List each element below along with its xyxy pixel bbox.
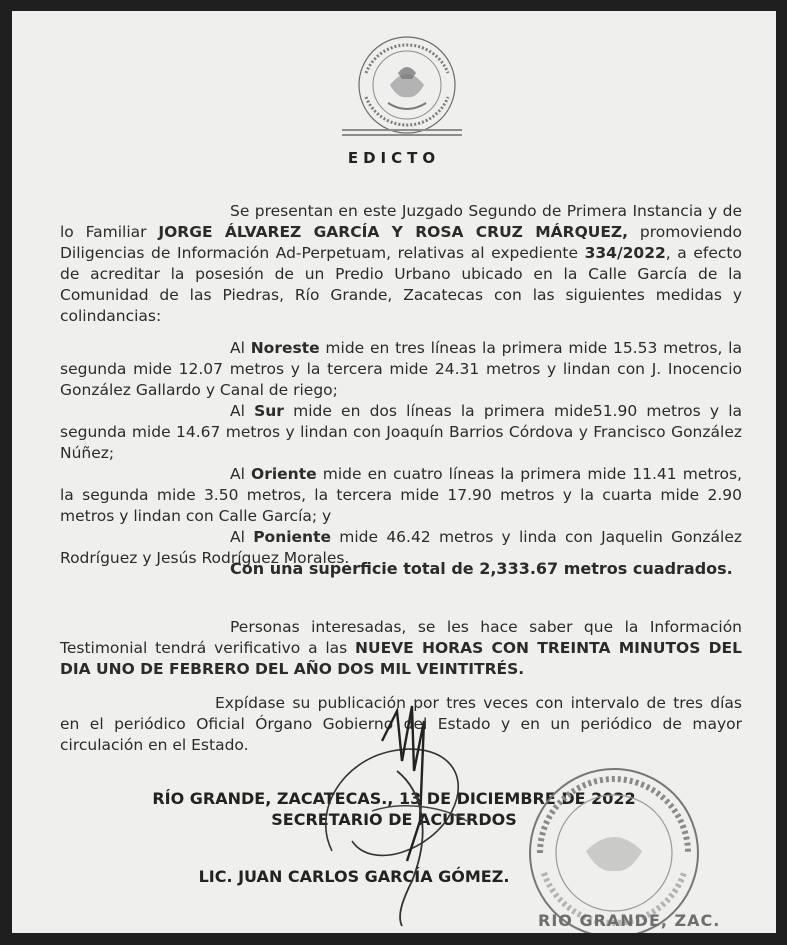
personas-paragraph: Personas interesadas, se les hace saber que la Información Testimonial tendrá verificativo a las NUEVE HORAS CON TREINTA MINUTOS DEL DIA UNO DE FEBRERO DEL AÑO DOS MIL VEINTITRÉS. bbox=[60, 618, 742, 678]
document-page bbox=[12, 11, 776, 933]
intro-paragraph: Se presentan en este Juzgado Segundo de Primera Instancia y de lo Familiar JORGE ÁLVAREZ GARCÍA Y ROSA CRUZ MÁRQUEZ, promoviendo Diligencias de Información Ad-Perpetuam, relativas al expediente 334/2022, a efecto de acreditar la posesión de un Predio Urbano ubicado en la Calle García de la Comunidad de las Piedras, Río Grande, Zacatecas con las siguientes medidas y colindancias: bbox=[60, 202, 742, 325]
expidase-paragraph: Expídase su publicación por tres veces con intervalo de tres días en el periódico Oficial Órgano Gobierno del Estado y en un periódico de mayor circulación en el Estado. bbox=[60, 694, 742, 754]
stamp-location-text: RIO GRANDE, ZAC. bbox=[538, 911, 721, 930]
oriente-paragraph: Al Oriente mide en cuatro líneas la primera mide 11.41 metros, la segunda mide 3.50 metros, la tercera mide 17.90 metros y la cuarta mide 2.90 metros y lindan con Calle García; y bbox=[60, 465, 742, 525]
poniente-paragraph: Al Poniente mide 46.42 metros y linda con Jaquelin González Rodríguez y Jesús Rodríguez Morales. bbox=[60, 528, 742, 567]
secretario-title: SECRETARIO DE ACUERDOS bbox=[271, 810, 517, 829]
rule-top bbox=[342, 129, 462, 131]
court-stamp-icon bbox=[524, 763, 704, 933]
place-date: RÍO GRANDE, ZACATECAS., 13 DE DICIEMBRE DE 2022 bbox=[152, 789, 636, 808]
rule-bottom bbox=[342, 134, 462, 136]
superficie-paragraph: Con una superficie total de 2,333.67 metros cuadrados. bbox=[230, 559, 733, 578]
sur-paragraph: Al Sur mide en dos líneas la primera mide51.90 metros y la segunda mide 14.67 metros y lindan con Joaquín Barrios Córdova y Francisco González Núñez; bbox=[60, 402, 742, 462]
noreste-paragraph: Al Noreste mide en tres líneas la primera mide 15.53 metros, la segunda mide 12.07 metros y la tercera mide 24.31 metros y lindan con J. Inocencio González Gallardo y Canal de riego; bbox=[60, 339, 742, 399]
handwritten-signature bbox=[302, 701, 502, 931]
court-seal-icon bbox=[346, 33, 468, 141]
signer-name: LIC. JUAN CARLOS GARCÍA GÓMEZ. bbox=[198, 867, 510, 886]
document-title: EDICTO bbox=[347, 149, 441, 167]
